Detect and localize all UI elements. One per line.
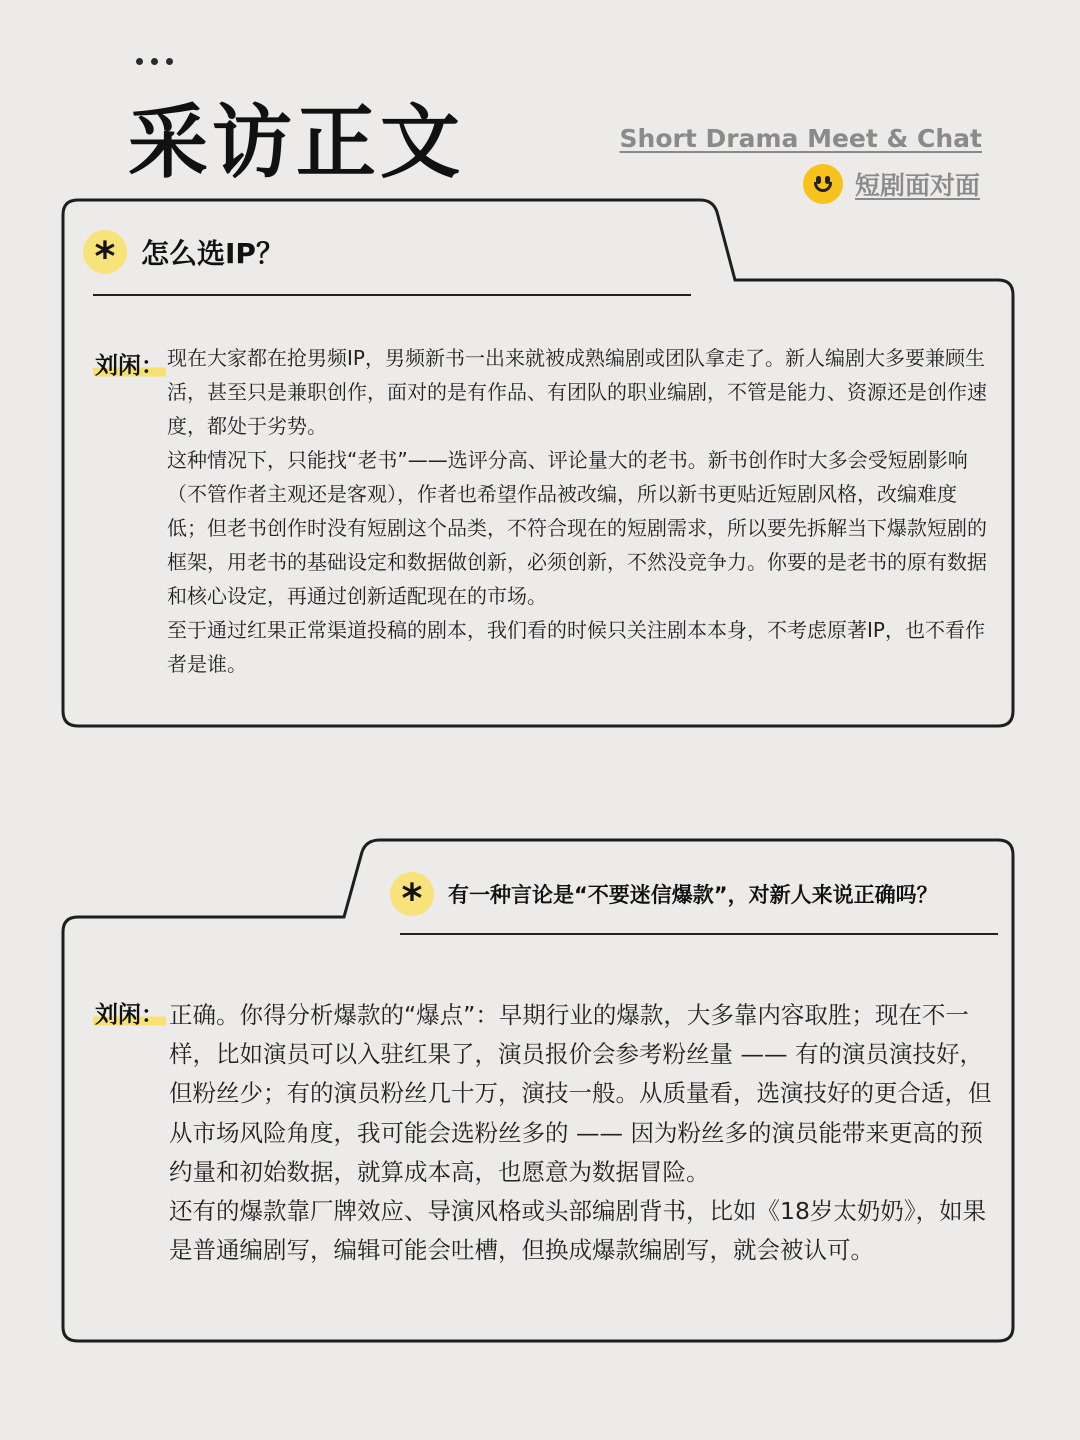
divider [400,933,998,935]
page-title: 采访正文 [128,96,464,189]
speaker-label: 刘闲： [93,996,166,1029]
answer-paragraph: 至于通过红果正常渠道投稿的剧本，我们看的时候只关注剧本本身，不考虑原著IP，也不看作者是谁。 [167,618,985,676]
asterisk-icon: * [83,230,127,274]
question-2 [390,872,938,922]
decorative-dots [136,58,173,65]
brand-chinese-title: 短剧面对面 [854,171,980,200]
divider [93,294,691,296]
answer-1 [167,341,987,681]
answer-paragraph: 现在大家都在抢男频IP，男频新书一出来就被成熟编剧或团队拿走了。新人编剧大多要兼顾生活，甚至只是兼职创作，面对的是有作品、有团队的职业编剧，不管是能力、资源还是创作速度，都处于劣势。 [167,346,987,438]
answer-paragraph: 还有的爆款靠厂牌效应、导演风格或头部编剧背书，比如《18岁太奶奶》，如果是普通编剧写，编辑可能会吐槽，但换成爆款编剧写，就会被认可。 [169,1197,987,1265]
question-2-text: 有一种言论是“不要迷信爆款”，对新人来说正确吗？ [448,883,938,907]
brand-english-title: Short Drama Meet & Chat [619,124,982,153]
speaker-label: 刘闲： [93,347,166,380]
question-1 [83,230,284,280]
answer-paragraph: 这种情况下，只能找“老书”——选评分高、评论量大的老书。新书创作时大多会受短剧影响（不管作者主观还是客观），作者也希望作品被改编，所以新书更贴近短剧风格，改编难度低；但老书创作时没有短剧这个品类，不符合现在的短剧需求，所以要先拆解当下爆款短剧的框架，用老书的基础设定和数据做创新，必须创新，不然没竞争力。你要的是老书的原有数据和核心设定，再通过创新适配现在的市场。 [167,448,987,608]
answer-2 [169,996,999,1270]
question-1-text: 怎么选IP？ [141,237,284,270]
asterisk-icon: * [390,872,434,916]
answer-paragraph: 正确。你得分析爆款的“爆点”：早期行业的爆款，大多靠内容取胜；现在不一样，比如演员可以入驻红果了，演员报价会参考粉丝量 —— 有的演员演技好，但粉丝少；有的演员粉丝几十万，演技一般。从质量看，选演技好的更合适，但从市场风险角度，我可能会选粉丝多的 —— 因为粉丝多的演员能带来更高的预约量和初始数据，就算成本高，也愿意为数据冒险。 [169,1001,992,1186]
